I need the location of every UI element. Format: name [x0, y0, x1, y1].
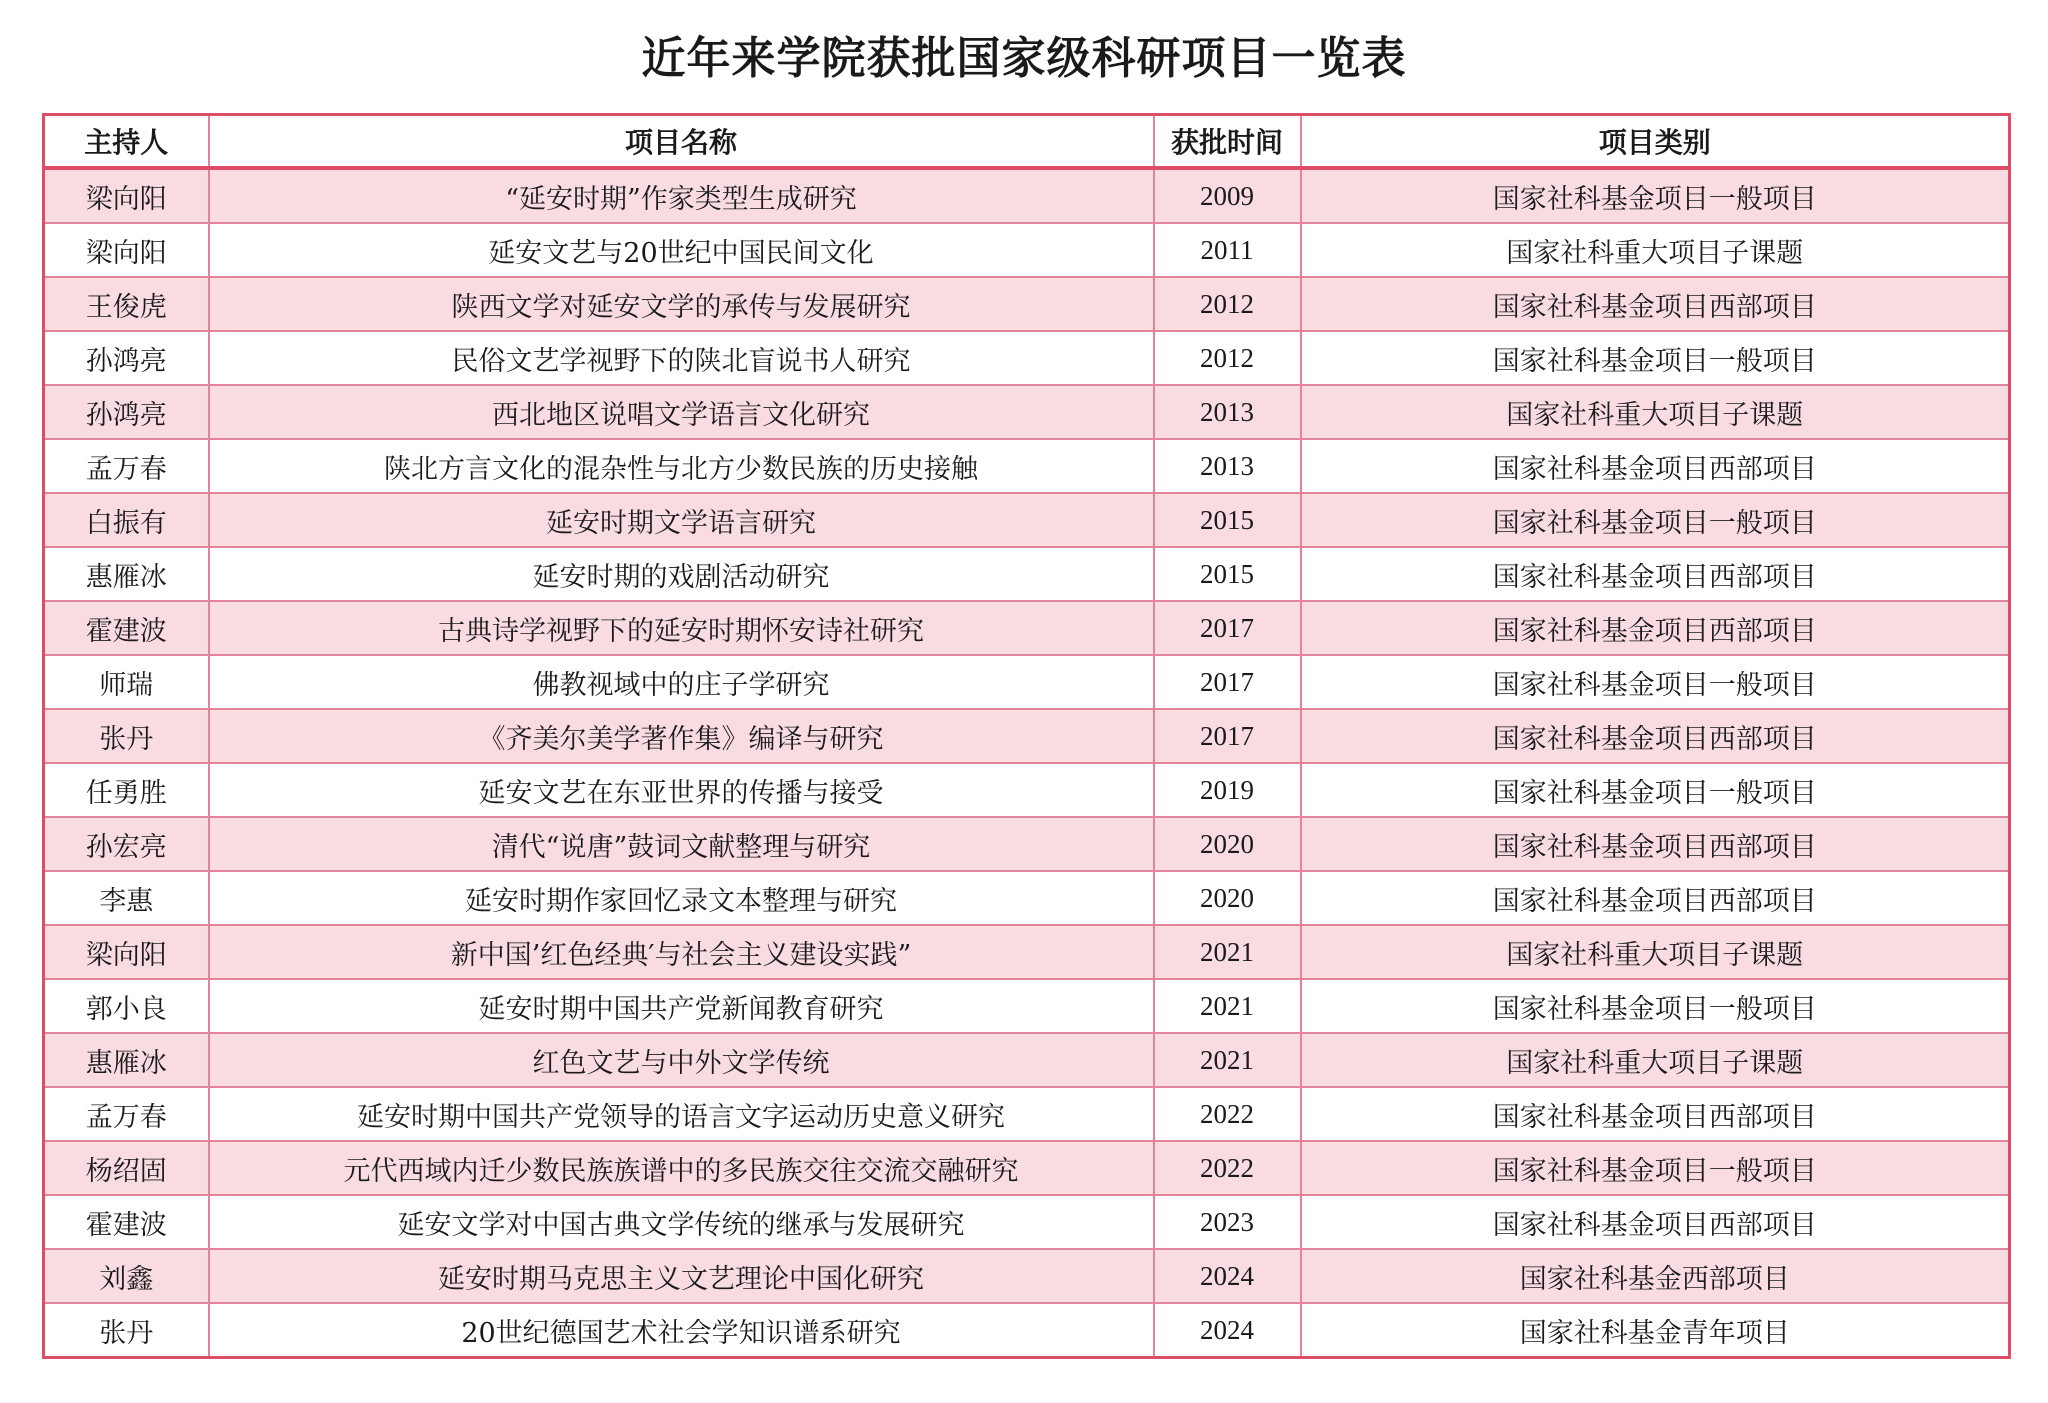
host-cell: 王俊虎	[44, 277, 209, 331]
project-category-cell: 国家社科基金西部项目	[1301, 1249, 2010, 1303]
approval-year-cell: 2009	[1154, 168, 1301, 223]
project-category-cell: 国家社科基金项目一般项目	[1301, 763, 2010, 817]
host-cell: 惠雁冰	[44, 547, 209, 601]
table-row	[44, 709, 2010, 763]
approval-year-cell: 2021	[1154, 979, 1301, 1033]
table-row	[44, 979, 2010, 1033]
approval-year-cell: 2013	[1154, 439, 1301, 493]
project-category-cell: 国家社科基金项目西部项目	[1301, 601, 2010, 655]
approval-year-cell: 2024	[1154, 1303, 1301, 1358]
approval-year-cell: 2017	[1154, 709, 1301, 763]
host-cell: 师瑞	[44, 655, 209, 709]
project-category-cell: 国家社科重大项目子课题	[1301, 223, 2010, 277]
host-cell: 白振有	[44, 493, 209, 547]
host-cell: 梁向阳	[44, 223, 209, 277]
project-category-cell: 国家社科基金项目一般项目	[1301, 655, 2010, 709]
table-row	[44, 493, 2010, 547]
project-category-cell: 国家社科基金项目一般项目	[1301, 493, 2010, 547]
host-cell: 梁向阳	[44, 168, 209, 223]
host-cell: 惠雁冰	[44, 1033, 209, 1087]
projects-table	[42, 113, 2011, 1359]
host-cell: 孟万春	[44, 439, 209, 493]
table-row	[44, 601, 2010, 655]
host-cell: 孙宏亮	[44, 817, 209, 871]
table-row	[44, 925, 2010, 979]
approval-year-cell: 2023	[1154, 1195, 1301, 1249]
approval-year-cell: 2019	[1154, 763, 1301, 817]
project-name-cell: 古典诗学视野下的延安时期怀安诗社研究	[209, 601, 1154, 655]
project-name-cell: “延安时期”作家类型生成研究	[209, 168, 1154, 223]
project-name-cell: 佛教视域中的庄子学研究	[209, 655, 1154, 709]
host-cell: 任勇胜	[44, 763, 209, 817]
project-name-cell: 民俗文艺学视野下的陕北盲说书人研究	[209, 331, 1154, 385]
table-body	[44, 168, 2010, 1358]
project-category-cell: 国家社科基金项目一般项目	[1301, 331, 2010, 385]
host-cell: 李惠	[44, 871, 209, 925]
table-row	[44, 277, 2010, 331]
project-name-cell: 延安文学对中国古典文学传统的继承与发展研究	[209, 1195, 1154, 1249]
project-category-cell: 国家社科基金项目西部项目	[1301, 871, 2010, 925]
project-name-cell: 清代“说唐”鼓词文献整理与研究	[209, 817, 1154, 871]
project-name-cell: 延安时期中国共产党新闻教育研究	[209, 979, 1154, 1033]
project-category-cell: 国家社科重大项目子课题	[1301, 385, 2010, 439]
table-row	[44, 1087, 2010, 1141]
approval-year-cell: 2021	[1154, 1033, 1301, 1087]
table-row	[44, 871, 2010, 925]
approval-year-cell: 2015	[1154, 493, 1301, 547]
table-row	[44, 439, 2010, 493]
approval-year-cell: 2012	[1154, 331, 1301, 385]
approval-year-cell: 2021	[1154, 925, 1301, 979]
project-category-cell: 国家社科基金项目西部项目	[1301, 709, 2010, 763]
project-name-cell: 延安时期的戏剧活动研究	[209, 547, 1154, 601]
table-row	[44, 763, 2010, 817]
project-name-cell: 《齐美尔美学著作集》编译与研究	[209, 709, 1154, 763]
approval-year-cell: 2013	[1154, 385, 1301, 439]
table-row	[44, 168, 2010, 223]
approval-year-cell: 2012	[1154, 277, 1301, 331]
project-category-cell: 国家社科基金项目西部项目	[1301, 439, 2010, 493]
table-header-row	[44, 115, 2010, 169]
project-name-cell: 延安文艺与20世纪中国民间文化	[209, 223, 1154, 277]
table-row	[44, 385, 2010, 439]
project-name-cell: 红色文艺与中外文学传统	[209, 1033, 1154, 1087]
project-category-cell: 国家社科重大项目子课题	[1301, 1033, 2010, 1087]
host-cell: 孙鸿亮	[44, 331, 209, 385]
approval-year-cell: 2017	[1154, 601, 1301, 655]
project-name-cell: 陕西文学对延安文学的承传与发展研究	[209, 277, 1154, 331]
table-row	[44, 223, 2010, 277]
project-category-cell: 国家社科基金项目西部项目	[1301, 547, 2010, 601]
table-row	[44, 1249, 2010, 1303]
project-category-cell: 国家社科基金项目西部项目	[1301, 817, 2010, 871]
table-row	[44, 331, 2010, 385]
project-name-cell: 延安文艺在东亚世界的传播与接受	[209, 763, 1154, 817]
table-row	[44, 1033, 2010, 1087]
project-name-cell: 延安时期中国共产党领导的语言文字运动历史意义研究	[209, 1087, 1154, 1141]
project-name-cell: 陕北方言文化的混杂性与北方少数民族的历史接触	[209, 439, 1154, 493]
host-cell: 孙鸿亮	[44, 385, 209, 439]
host-cell: 张丹	[44, 709, 209, 763]
host-cell: 霍建波	[44, 1195, 209, 1249]
approval-year-cell: 2011	[1154, 223, 1301, 277]
project-category-cell: 国家社科基金项目西部项目	[1301, 1195, 2010, 1249]
host-cell: 张丹	[44, 1303, 209, 1358]
column-header-host: 主持人	[44, 115, 209, 169]
project-category-cell: 国家社科基金项目一般项目	[1301, 979, 2010, 1033]
table-row	[44, 1141, 2010, 1195]
approval-year-cell: 2022	[1154, 1087, 1301, 1141]
project-category-cell: 国家社科重大项目子课题	[1301, 925, 2010, 979]
project-name-cell: 延安时期作家回忆录文本整理与研究	[209, 871, 1154, 925]
approval-year-cell: 2020	[1154, 817, 1301, 871]
host-cell: 杨绍固	[44, 1141, 209, 1195]
host-cell: 霍建波	[44, 601, 209, 655]
project-category-cell: 国家社科基金项目西部项目	[1301, 1087, 2010, 1141]
project-name-cell: 延安时期文学语言研究	[209, 493, 1154, 547]
host-cell: 刘鑫	[44, 1249, 209, 1303]
column-header-project-name: 项目名称	[209, 115, 1154, 169]
table-row	[44, 547, 2010, 601]
project-category-cell: 国家社科基金项目西部项目	[1301, 277, 2010, 331]
host-cell: 郭小良	[44, 979, 209, 1033]
table-row	[44, 1195, 2010, 1249]
column-header-approval-year: 获批时间	[1154, 115, 1301, 169]
page-title: 近年来学院获批国家级科研项目一览表	[641, 33, 1407, 84]
approval-year-cell: 2022	[1154, 1141, 1301, 1195]
approval-year-cell: 2020	[1154, 871, 1301, 925]
host-cell: 孟万春	[44, 1087, 209, 1141]
host-cell: 梁向阳	[44, 925, 209, 979]
project-name-cell: 元代西域内迁少数民族族谱中的多民族交往交流交融研究	[209, 1141, 1154, 1195]
project-name-cell: 20世纪德国艺术社会学知识谱系研究	[209, 1303, 1154, 1358]
project-name-cell: 延安时期马克思主义文艺理论中国化研究	[209, 1249, 1154, 1303]
table-row	[44, 655, 2010, 709]
table-row	[44, 817, 2010, 871]
approval-year-cell: 2024	[1154, 1249, 1301, 1303]
approval-year-cell: 2015	[1154, 547, 1301, 601]
table-row	[44, 1303, 2010, 1358]
approval-year-cell: 2017	[1154, 655, 1301, 709]
project-category-cell: 国家社科基金项目一般项目	[1301, 1141, 2010, 1195]
project-name-cell: 新中国’红色经典′与社会主义建设实践”	[209, 925, 1154, 979]
column-header-project-category: 项目类别	[1301, 115, 2010, 169]
project-category-cell: 国家社科基金青年项目	[1301, 1303, 2010, 1358]
project-name-cell: 西北地区说唱文学语言文化研究	[209, 385, 1154, 439]
project-category-cell: 国家社科基金项目一般项目	[1301, 168, 2010, 223]
